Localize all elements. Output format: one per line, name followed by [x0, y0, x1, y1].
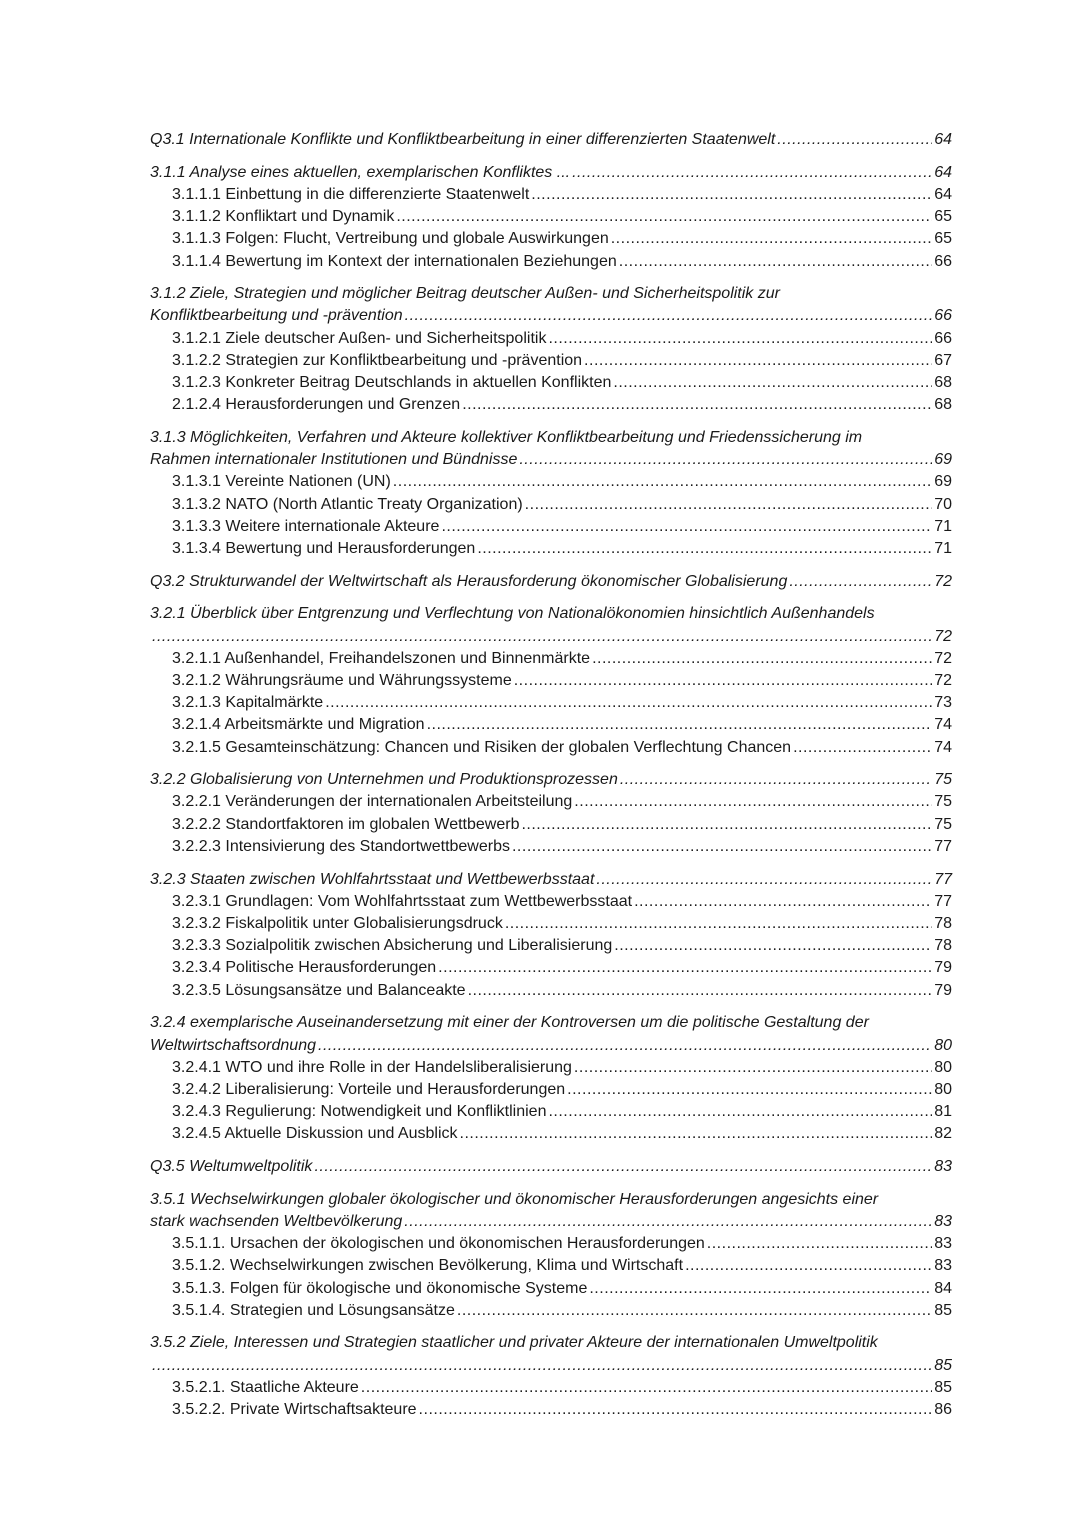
- toc-entry-first-line: 3.2.4 exemplarische Auseinandersetzung mit einer der Kontroversen um die politische Gestaltung der: [150, 1014, 869, 1032]
- toc-entry-line: [172, 251, 952, 273]
- toc-entry-page-number: 85: [934, 1378, 952, 1396]
- toc-entry[interactable]: [150, 162, 952, 184]
- toc-entry-line: [172, 1057, 952, 1079]
- toc-entry[interactable]: [150, 372, 952, 394]
- toc-entry-title: 3.5.2.2. Private Wirtschaftsakteure: [172, 1401, 417, 1419]
- dot-leader: [531, 184, 932, 206]
- toc-entry-line: [172, 1233, 952, 1255]
- dot-leader: [519, 449, 932, 471]
- toc-entry-page-number: 80: [934, 1058, 952, 1076]
- toc-entry[interactable]: [150, 184, 952, 206]
- toc-entry[interactable]: [150, 494, 952, 516]
- dot-leader: [152, 1355, 932, 1377]
- dot-leader: [567, 1079, 932, 1101]
- toc-entry-page-number: 69: [934, 473, 952, 491]
- toc-entry[interactable]: [150, 1156, 952, 1178]
- toc-entry[interactable]: [150, 1377, 952, 1399]
- toc-entry-line: [172, 980, 952, 1002]
- toc-entry-page-number: 71: [934, 517, 952, 535]
- toc-entry-line: [150, 1035, 952, 1057]
- toc-entry-page-number: 68: [934, 374, 952, 392]
- toc-entry-line: [172, 1123, 952, 1145]
- toc-entry-line: [172, 184, 952, 206]
- toc-entry[interactable]: [150, 603, 952, 647]
- dot-leader: [777, 129, 932, 151]
- dot-leader: [548, 328, 932, 350]
- dot-leader: [572, 162, 932, 184]
- toc-entry-line: [172, 1101, 952, 1123]
- dot-leader: [361, 1377, 932, 1399]
- dot-leader: [438, 957, 932, 979]
- toc-entry-title: 3.5.1.3. Folgen für ökologische und ökonomische Systeme: [172, 1279, 588, 1297]
- toc-entry[interactable]: [150, 814, 952, 836]
- toc-entry-title: Q3.2 Strukturwandel der Weltwirtschaft als Herausforderung ökonomischer Globalisierung: [150, 572, 788, 590]
- toc-entry-title: 3.1.1.3 Folgen: Flucht, Vertreibung und globale Auswirkungen: [172, 230, 609, 248]
- toc-entry-line: [172, 394, 952, 416]
- toc-entry-page-number: 85: [934, 1301, 952, 1319]
- toc-entry-page-number: 83: [934, 1257, 952, 1275]
- toc-entry-page-number: 83: [934, 1158, 952, 1176]
- toc-entry[interactable]: [150, 891, 952, 913]
- dot-leader: [441, 516, 932, 538]
- toc-entry-page-number: 77: [934, 837, 952, 855]
- toc-entry-page-number: 80: [934, 1036, 952, 1054]
- toc-entry[interactable]: [150, 1101, 952, 1123]
- toc-entry-first-line: 3.5.2 Ziele, Interessen und Strategien staatlicher und privater Akteure der internationalen Umweltpolitik: [150, 1334, 878, 1352]
- toc-entry[interactable]: [150, 1057, 952, 1079]
- dot-leader: [477, 538, 932, 560]
- toc-entry-page-number: 77: [934, 892, 952, 910]
- toc-entry[interactable]: [150, 1079, 952, 1101]
- toc-entry-title: 3.2.4.3 Regulierung: Notwendigkeit und Konfliktlinien: [172, 1103, 547, 1121]
- dot-leader: [427, 714, 933, 736]
- dot-leader: [505, 913, 932, 935]
- toc-entry-line: [172, 328, 952, 350]
- toc-entry-title: Rahmen internationaler Institutionen und Bündnisse: [150, 451, 518, 469]
- toc-entry-page-number: 86: [934, 1401, 952, 1419]
- dot-leader: [462, 394, 932, 416]
- toc-entry-line: [172, 350, 952, 372]
- toc-entry-line: [172, 836, 952, 858]
- toc-entry-page-number: 64: [934, 131, 952, 148]
- toc-entry-title: 3.1.1.2 Konfliktart und Dynamik: [172, 208, 395, 226]
- toc-entry[interactable]: [150, 692, 952, 714]
- toc-entry-page-number: 85: [934, 1356, 952, 1374]
- toc-entry-line: [172, 737, 952, 759]
- toc-entry[interactable]: [150, 648, 952, 670]
- toc-entry-line: [150, 1211, 952, 1233]
- toc-entry-page-number: 69: [934, 451, 952, 469]
- toc-entry[interactable]: [150, 251, 952, 273]
- toc-entry-line: [172, 913, 952, 935]
- toc-entry-line: [172, 538, 952, 560]
- toc-entry-title: 3.2.3.1 Grundlagen: Vom Wohlfahrtsstaat zum Wettbewerbsstaat: [172, 892, 633, 910]
- dot-leader: [512, 836, 932, 858]
- dot-leader: [596, 869, 932, 891]
- toc-entry-page-number: 65: [934, 230, 952, 248]
- toc-entry-title: 3.2.3.5 Lösungsansätze und Balanceakte: [172, 981, 466, 999]
- toc-entry-title: 3.2.1.4 Arbeitsmärkte und Migration: [172, 716, 425, 734]
- toc-entry[interactable]: [150, 1332, 952, 1376]
- toc-entry-line: [172, 1399, 952, 1421]
- toc-entry-title: 3.2.4.1 WTO und ihre Rolle in der Handelsliberalisierung: [172, 1058, 572, 1076]
- toc-entry-title: 3.2.3.3 Sozialpolitik zwischen Absicherung und Liberalisierung: [172, 937, 613, 955]
- toc-entry-first-line: 3.1.2 Ziele, Strategien und möglicher Beitrag deutscher Außen- und Sicherheitspolitik zur: [150, 285, 780, 303]
- dot-leader: [396, 206, 932, 228]
- toc-entry[interactable]: [150, 228, 952, 250]
- toc-entry-line: [172, 1300, 952, 1322]
- toc-entry-page-number: 78: [934, 937, 952, 955]
- toc-entry-title: 3.2.2.1 Veränderungen der internationalen Arbeitsteilung: [172, 793, 573, 811]
- toc-entry-first-line: 3.5.1 Wechselwirkungen globaler ökologischer und ökonomischer Herausforderungen angesichts einer: [150, 1190, 879, 1208]
- toc-entry-page-number: 79: [934, 981, 952, 999]
- toc-entry-line: [150, 305, 952, 327]
- toc-entry-line: [172, 206, 952, 228]
- toc-entry-title: 3.2.1.1 Außenhandel, Freihandelszonen und Binnenmärkte: [172, 649, 591, 667]
- toc-entry-title: 3.1.3.4 Bewertung und Herausforderungen: [172, 539, 476, 557]
- toc-entry-title: 3.5.1.2. Wechselwirkungen zwischen Bevölkerung, Klima und Wirtschaft: [172, 1257, 684, 1275]
- toc-entry-line: [172, 648, 952, 670]
- toc-entry-title: 3.1.2.3 Konkreter Beitrag Deutschlands in aktuellen Konflikten: [172, 374, 612, 392]
- toc-entry[interactable]: [150, 1255, 952, 1277]
- toc-entry[interactable]: [150, 1012, 952, 1056]
- toc-entry-line: [172, 1255, 952, 1277]
- dot-leader: [619, 251, 932, 273]
- toc-entry-title: 3.1.3.3 Weitere internationale Akteure: [172, 517, 440, 535]
- toc-entry[interactable]: [150, 836, 952, 858]
- dot-leader: [521, 814, 932, 836]
- toc-entry-title: 3.5.1.1. Ursachen der ökologischen und ökonomischen Herausforderungen: [172, 1235, 705, 1253]
- dot-leader: [611, 228, 932, 250]
- toc-entry-page-number: 79: [934, 959, 952, 977]
- toc-entry[interactable]: [150, 1189, 952, 1233]
- toc-entry-line: [172, 372, 952, 394]
- toc-entry-page-number: 78: [934, 915, 952, 932]
- toc-entry-title: 3.2.1.2 Währungsräume und Währungssysteme: [172, 671, 512, 689]
- toc-entry-line: [150, 769, 952, 791]
- toc-entry-title: 3.2.4.2 Liberalisierung: Vorteile und Herausforderungen: [172, 1080, 566, 1098]
- toc-entry-line: [150, 1156, 952, 1178]
- toc-entry[interactable]: [150, 1300, 952, 1322]
- toc-entry-page-number: 74: [934, 716, 952, 734]
- toc-entry-first-line: 3.2.1 Überblick über Entgrenzung und Verflechtung von Nationalökonomien hinsichtlich Außenhandels: [150, 605, 875, 623]
- toc-entry-page-number: 72: [934, 649, 952, 667]
- dot-leader: [468, 980, 933, 1002]
- toc-entry[interactable]: [150, 394, 952, 416]
- toc-entry-page-number: 71: [934, 539, 952, 557]
- toc-entry[interactable]: [150, 913, 952, 935]
- dot-leader: [589, 1278, 932, 1300]
- toc-entry-page-number: 67: [934, 351, 952, 369]
- toc-entry-line: [172, 1278, 952, 1300]
- toc-entry-title: 3.1.1.1 Einbettung in die differenzierte Staatenwelt: [172, 185, 530, 203]
- dot-leader: [405, 305, 933, 327]
- toc-entry-line: [172, 935, 952, 957]
- toc-entry[interactable]: [150, 935, 952, 957]
- dot-leader: [152, 626, 932, 648]
- toc-entry-title: 2.1.2.4 Herausforderungen und Grenzen: [172, 396, 461, 414]
- dot-leader: [620, 769, 932, 791]
- toc-entry-title: 3.2.2.2 Standortfaktoren im globalen Wettbewerb: [172, 815, 520, 833]
- toc-entry-title: Weltwirtschaftsordnung: [150, 1036, 316, 1054]
- dot-leader: [548, 1101, 932, 1123]
- toc-entry-line: [172, 814, 952, 836]
- toc-entry[interactable]: [150, 670, 952, 692]
- toc-entry-line: [172, 692, 952, 714]
- toc-entry-title: 3.1.3.2 NATO (North Atlantic Treaty Organization): [172, 495, 523, 513]
- toc-entry-line: [172, 714, 952, 736]
- dot-leader: [584, 350, 932, 372]
- toc-entry-title: 3.2.3.4 Politische Herausforderungen: [172, 959, 437, 977]
- toc-entry-page-number: 70: [934, 495, 952, 513]
- dot-leader: [525, 494, 933, 516]
- toc-entry-page-number: 75: [934, 815, 952, 833]
- toc-entry-page-number: 81: [934, 1103, 952, 1121]
- toc-entry-line: [172, 791, 952, 813]
- toc-entry[interactable]: [150, 791, 952, 813]
- toc-entry-page-number: 66: [934, 252, 952, 270]
- dot-leader: [634, 891, 932, 913]
- toc-entry-title: Q3.5 Weltumweltpolitik: [150, 1158, 313, 1176]
- dot-leader: [789, 571, 932, 593]
- toc-entry-line: [172, 228, 952, 250]
- toc-entry-title: 3.2.1.3 Kapitalmärkte: [172, 694, 324, 712]
- dot-leader: [514, 670, 932, 692]
- toc-entry[interactable]: [150, 957, 952, 979]
- dot-leader: [419, 1399, 933, 1421]
- dot-leader: [457, 1300, 932, 1322]
- toc-entry-page-number: 72: [934, 671, 952, 689]
- toc-entry-title: 3.1.2.2 Strategien zur Konfliktbearbeitung und -prävention: [172, 351, 583, 369]
- dot-leader: [574, 791, 932, 813]
- toc-entry-line: [172, 670, 952, 692]
- toc-entry-page-number: 77: [934, 870, 952, 888]
- toc-entry-page-number: 66: [934, 329, 952, 347]
- dot-leader: [404, 1211, 932, 1233]
- toc-entry[interactable]: [150, 1123, 952, 1145]
- toc-entry-line: [172, 516, 952, 538]
- dot-leader: [460, 1123, 933, 1145]
- toc-entry-line: [172, 471, 952, 493]
- toc-entry-line: [150, 449, 952, 471]
- toc-entry-title: 3.2.1.5 Gesamteinschätzung: Chancen und Risiken der globalen Verflechtung Chancen: [172, 738, 792, 756]
- toc-entry-title: 3.5.2.1. Staatliche Akteure: [172, 1378, 359, 1396]
- toc-entry-title: 3.1.2.1 Ziele deutscher Außen- und Sicherheitspolitik: [172, 329, 547, 347]
- toc-entry-title: 3.1.1 Analyse eines aktuellen, exemplarischen Konfliktes ...: [150, 163, 571, 181]
- toc-entry[interactable]: [150, 350, 952, 372]
- toc-entry-title: 3.2.4.5 Aktuelle Diskussion und Ausblick: [172, 1125, 458, 1143]
- toc-entry[interactable]: [150, 571, 952, 593]
- toc-entry-line: [150, 571, 952, 593]
- toc-entry-page-number: 73: [934, 694, 952, 712]
- toc-entry-title: 3.2.2.3 Intensivierung des Standortwettbewerbs: [172, 837, 510, 855]
- toc-entry-first-line: 3.1.3 Möglichkeiten, Verfahren und Akteure kollektiver Konfliktbearbeitung und Friedenssicherung im: [150, 428, 863, 446]
- toc-entry[interactable]: [150, 980, 952, 1002]
- toc-entry-page-number: 75: [934, 793, 952, 811]
- toc-entry-title: stark wachsenden Weltbevölkerung: [150, 1212, 403, 1230]
- table-of-contents: [150, 129, 952, 1421]
- toc-entry-line: [172, 957, 952, 979]
- toc-entry-line: [150, 1355, 952, 1377]
- dot-leader: [393, 471, 932, 493]
- toc-entry[interactable]: [150, 1233, 952, 1255]
- toc-entry-page-number: 72: [934, 572, 952, 590]
- toc-entry-page-number: 68: [934, 396, 952, 414]
- dot-leader: [325, 692, 932, 714]
- toc-entry[interactable]: [150, 328, 952, 350]
- toc-entry-page-number: 65: [934, 208, 952, 226]
- toc-entry[interactable]: [150, 538, 952, 560]
- toc-entry[interactable]: [150, 714, 952, 736]
- toc-entry-title: 3.1.1.4 Bewertung im Kontext der internationalen Beziehungen: [172, 252, 617, 270]
- toc-entry-title: 3.2.3.2 Fiskalpolitik unter Globalisierungsdruck: [172, 915, 503, 932]
- toc-entry-page-number: 74: [934, 738, 952, 756]
- toc-entry-page-number: 64: [934, 163, 952, 181]
- toc-entry-line: [172, 891, 952, 913]
- toc-entry[interactable]: [150, 516, 952, 538]
- dot-leader: [793, 737, 932, 759]
- dot-leader: [614, 935, 932, 957]
- toc-entry[interactable]: [150, 129, 952, 151]
- toc-entry-line: [172, 1079, 952, 1101]
- dot-leader: [685, 1255, 932, 1277]
- toc-entry-title: 3.2.2 Globalisierung von Unternehmen und Produktionsprozessen: [150, 771, 618, 789]
- dot-leader: [318, 1035, 932, 1057]
- toc-entry-page-number: 66: [934, 307, 952, 325]
- toc-entry[interactable]: [150, 1278, 952, 1300]
- toc-entry[interactable]: [150, 737, 952, 759]
- toc-entry-page-number: 84: [934, 1279, 952, 1297]
- toc-entry-line: [172, 494, 952, 516]
- toc-entry-line: [150, 869, 952, 891]
- toc-entry-line: [150, 162, 952, 184]
- toc-entry-title: Konfliktbearbeitung und -prävention: [150, 307, 403, 325]
- toc-entry-title: 3.2.3 Staaten zwischen Wohlfahrtsstaat und Wettbewerbsstaat: [150, 870, 595, 888]
- dot-leader: [707, 1233, 932, 1255]
- toc-entry[interactable]: [150, 471, 952, 493]
- dot-leader: [574, 1057, 932, 1079]
- toc-entry-line: [150, 626, 952, 648]
- toc-entry[interactable]: [150, 1399, 952, 1421]
- toc-entry-title: 3.1.3.1 Vereinte Nationen (UN): [172, 473, 391, 491]
- toc-entry-line: [172, 1377, 952, 1399]
- toc-entry-page-number: 83: [934, 1212, 952, 1230]
- toc-entry-page-number: 82: [934, 1125, 952, 1143]
- toc-entry-line: [150, 129, 952, 151]
- toc-entry-page-number: 75: [934, 771, 952, 789]
- toc-entry[interactable]: [150, 283, 952, 327]
- toc-entry-page-number: 83: [934, 1235, 952, 1253]
- toc-entry-title: 3.5.1.4. Strategien und Lösungsansätze: [172, 1301, 455, 1319]
- dot-leader: [314, 1156, 932, 1178]
- dot-leader: [613, 372, 932, 394]
- toc-entry[interactable]: [150, 769, 952, 791]
- toc-entry-page-number: 80: [934, 1080, 952, 1098]
- toc-entry[interactable]: [150, 869, 952, 891]
- dot-leader: [592, 648, 932, 670]
- toc-entry[interactable]: [150, 427, 952, 471]
- toc-entry[interactable]: [150, 206, 952, 228]
- toc-entry-page-number: 64: [934, 185, 952, 203]
- toc-entry-page-number: 72: [934, 627, 952, 645]
- toc-entry-title: Q3.1 Internationale Konflikte und Konfliktbearbeitung in einer differenzierten Staatenwelt: [150, 131, 776, 148]
